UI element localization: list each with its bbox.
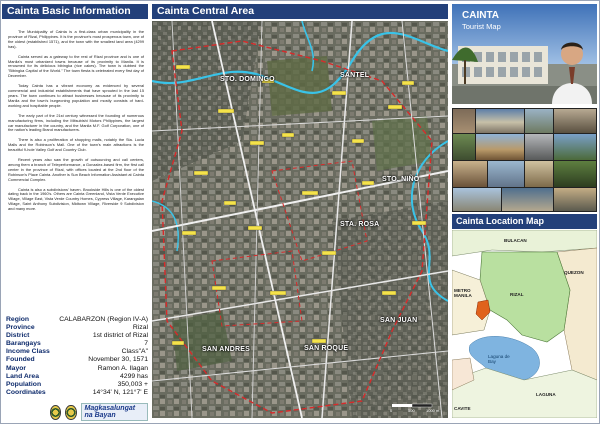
aerial-map-graphic bbox=[152, 21, 448, 418]
fact-label: Region bbox=[6, 316, 30, 323]
fact-value: Rizal bbox=[132, 324, 148, 332]
photo bbox=[488, 161, 524, 187]
photo bbox=[525, 161, 553, 187]
basic-info-panel bbox=[2, 4, 148, 420]
province-seal-icon bbox=[65, 405, 76, 420]
place-label: SANTEL bbox=[340, 72, 370, 79]
tourist-map-subtitle: Tourist Map bbox=[462, 22, 501, 31]
location-label: Laguna de Bay bbox=[488, 354, 510, 364]
fact-value: 4299 has bbox=[120, 372, 148, 380]
location-label: CAVITE bbox=[454, 406, 471, 411]
fact-label: Province bbox=[6, 324, 35, 332]
fact-value: 14°34' N, 121°7' E bbox=[92, 388, 148, 396]
fact-row bbox=[6, 381, 148, 389]
fact-label: Barangays bbox=[6, 340, 41, 348]
facts-table bbox=[6, 316, 148, 397]
photo bbox=[554, 161, 596, 187]
scale-bar bbox=[392, 404, 432, 407]
right-panel bbox=[452, 4, 597, 420]
photo bbox=[453, 134, 475, 160]
fact-row bbox=[6, 332, 148, 340]
central-area-title: Cainta Central Area bbox=[152, 4, 448, 19]
scale-label: 0 bbox=[390, 408, 393, 413]
fact-label: District bbox=[6, 332, 30, 340]
location-label: RIZAL bbox=[510, 292, 524, 297]
motto-logo: Magkasalungat na Bayan bbox=[81, 403, 149, 421]
fact-row bbox=[6, 324, 148, 332]
scale-label: 500 bbox=[408, 408, 415, 413]
location-map-title: Cainta Location Map bbox=[452, 214, 597, 229]
fact-value: Class"A" bbox=[121, 348, 148, 356]
photo bbox=[476, 134, 524, 160]
fact-row bbox=[6, 316, 148, 324]
fact-label: Land Area bbox=[6, 372, 39, 380]
fact-label: Coordinates bbox=[6, 388, 46, 396]
fact-value: CALABARZON (Region IV-A) bbox=[59, 316, 148, 323]
fact-row bbox=[6, 365, 148, 373]
place-label: SAN ANDRES bbox=[202, 346, 251, 353]
info-paragraph: There is also a proliferation of shopping malls, notably the Sta. Lucia Malls and the Robinson's Mall. One of the town's main attractions is the beautiful 9-hole Valley Golf and Country Club. bbox=[8, 137, 144, 153]
info-paragraph: The Municipality of Cainta is a first-class urban municipality in the province of Rizal, Philippines. It is the province's most prosperous town, one of the oldest (established 1571), and the town with the smallest land area (4299 has). bbox=[8, 29, 144, 49]
fact-value: 1st district of Rizal bbox=[92, 332, 148, 340]
place-label: STO. DOMINGO bbox=[220, 76, 275, 83]
photo bbox=[453, 109, 475, 133]
photo bbox=[453, 188, 501, 211]
place-label: STO. NIÑO bbox=[382, 176, 420, 183]
fact-row bbox=[6, 348, 148, 356]
fact-label: Mayor bbox=[6, 364, 27, 372]
place-label: SAN JUAN bbox=[380, 317, 418, 324]
fact-value: 7 bbox=[144, 340, 148, 348]
location-label: BULACAN bbox=[504, 238, 527, 243]
fact-value: Ramon A. Ilagan bbox=[97, 364, 148, 372]
aerial-map[interactable] bbox=[152, 21, 448, 418]
fact-row bbox=[6, 373, 148, 381]
tourist-map-banner bbox=[452, 4, 597, 104]
location-label: METRO MANILA bbox=[454, 288, 472, 298]
place-label: STA. ROSA bbox=[340, 221, 380, 228]
fact-row bbox=[6, 389, 148, 397]
fact-value: November 30, 1571 bbox=[88, 356, 148, 364]
info-paragraph: Recent years also saw the growth of outsourcing and call centers, among them a branch of Teleperformance, a Gonzalez-based firm, the first call center in the province of Rizal, with offices located at the 2nd floor of the Robinson's Place Cainta. Another is Sun Beach Information Assistant at Cainta Commercial Complex. bbox=[8, 157, 144, 182]
photo bbox=[476, 109, 524, 133]
scale-label: 1000 m bbox=[426, 408, 440, 413]
location-label: LAGUNA bbox=[536, 392, 556, 397]
info-paragraph: Cainta served as a gateway to the rest of Rizal province and is one of Manila's most urbanized towns because of its proximity to Manila. It is renowned for its delicious bibingka (rice cakes). The town is dubbed the "Bibingka Capital of the World." The town fiesta is celebrated every first day of December. bbox=[8, 53, 144, 79]
photo bbox=[554, 188, 596, 211]
location-label: QUEZON bbox=[564, 270, 584, 275]
logos bbox=[50, 403, 148, 421]
place-label: SAN ROQUE bbox=[304, 345, 349, 352]
fact-label: Population bbox=[6, 380, 42, 388]
location-map-graphic bbox=[452, 230, 597, 418]
tourist-map-title: CAINTA bbox=[462, 10, 500, 21]
info-paragraph: The early part of the 21st century witnessed the founding of numerous manufacturing firms, including the Mitsubishi Motors Philippines, the largest car manufacturer in the country, and the Manila M.F. Golf Corporation, one of the nation's leading Brand manufacturers. bbox=[8, 112, 144, 133]
info-paragraph: Today Cainta has a vibrant economy as evidenced by several commercial and industrial establishments that have sprouted in the last 15 years. The town continues to attract businesses because of its proximity to Manila and the town's burgeoning population and mostly consists of hard-working and hospitable people. bbox=[8, 83, 144, 108]
fact-row bbox=[6, 340, 148, 348]
fact-label: Founded bbox=[6, 356, 35, 364]
photo bbox=[554, 134, 596, 160]
location-map[interactable] bbox=[452, 230, 597, 418]
photo bbox=[554, 109, 596, 133]
municipal-seal-icon bbox=[50, 405, 61, 420]
photo bbox=[525, 134, 553, 160]
info-paragraph: Cainta is also a subdivisions' haven. Brookside Hills is one of the oldest dating back in the 1960's. Others are Cainta Greenland, Vista Verde Executive Village, Village East, Vista Verde Country Homes, Cypress Village, Karangalan Village, Saint Anthony Subdivision, Midtown Village, Riverside 9 Subdivision and many more. bbox=[8, 186, 144, 212]
photo bbox=[502, 188, 553, 211]
fact-value: 350,003 + bbox=[117, 380, 148, 388]
fact-label: Income Class bbox=[6, 348, 50, 356]
fact-row bbox=[6, 356, 148, 364]
central-area-panel bbox=[152, 4, 448, 420]
basic-info-title: Cainta Basic Information bbox=[2, 4, 148, 19]
photo bbox=[525, 109, 553, 133]
photo bbox=[453, 161, 487, 187]
photo-collage bbox=[452, 108, 597, 212]
info-text bbox=[8, 30, 144, 217]
